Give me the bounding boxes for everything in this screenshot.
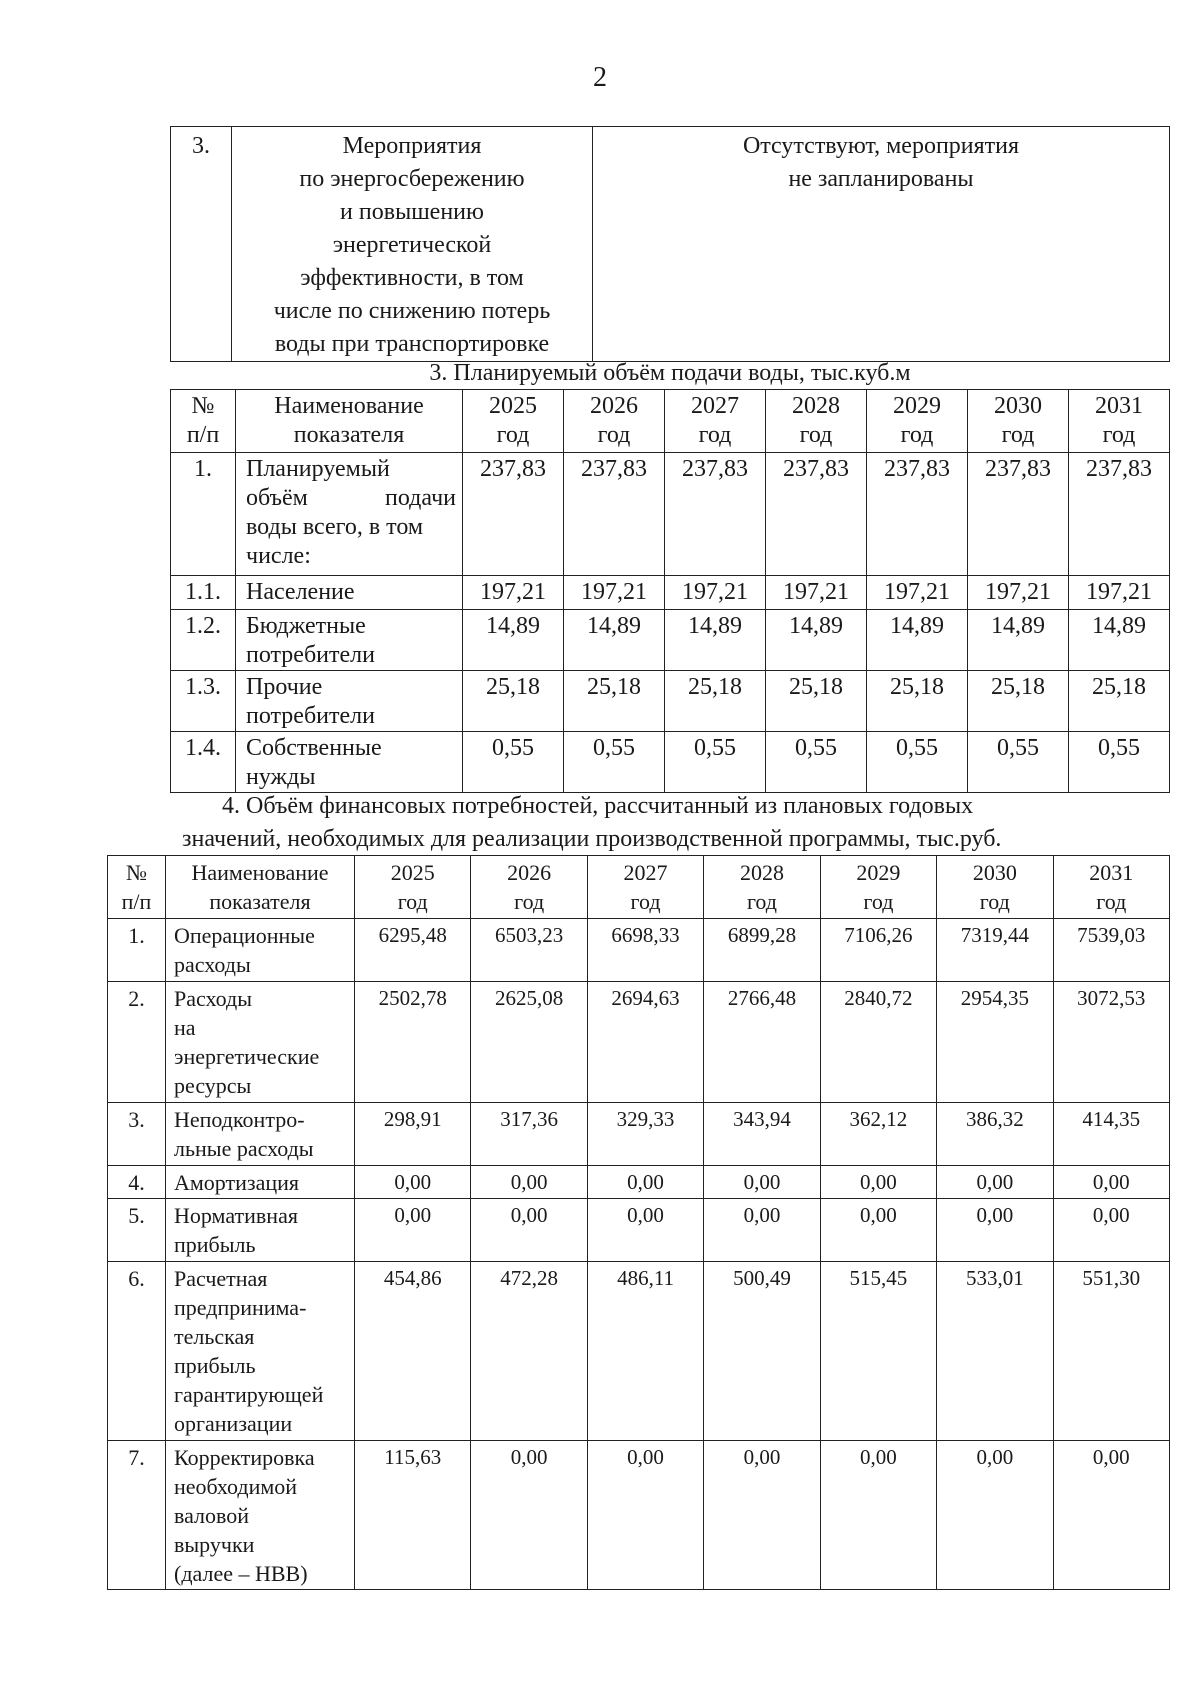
header-year-value: 2031 [1095, 393, 1143, 419]
row-name-line: валовой [174, 1503, 250, 1528]
row-value: 197,21 [766, 576, 867, 610]
row-name-line-justified [246, 484, 456, 513]
row-name-line: выручки [174, 1532, 255, 1557]
row-value: 0,00 [704, 1199, 820, 1262]
row-number: 1.4. [171, 732, 236, 793]
header-year [766, 390, 867, 453]
row-value: 197,21 [1069, 576, 1170, 610]
row-number: 7. [108, 1441, 166, 1590]
row-value: 14,89 [564, 610, 665, 671]
row-name-line: потребители [246, 642, 375, 668]
header-year-unit: год [1001, 422, 1035, 448]
row-value: 6899,28 [704, 919, 820, 982]
measures-value-line: не запланированы [788, 166, 974, 192]
row-value: 533,01 [937, 1262, 1053, 1441]
measures-name-line: Мероприятия [342, 133, 482, 159]
header-year-unit: год [597, 422, 631, 448]
row-value: 0,00 [587, 1441, 703, 1590]
header-year-unit: год [799, 422, 833, 448]
header-year [1053, 856, 1169, 919]
row-name [236, 576, 463, 610]
measures-row [171, 127, 1170, 362]
row-value: 14,89 [766, 610, 867, 671]
row-name [166, 1103, 355, 1166]
header-year-value: 2027 [623, 860, 668, 885]
table-row [171, 576, 1170, 610]
row-name-line: необходимой [174, 1474, 298, 1499]
row-value: 0,00 [937, 1199, 1053, 1262]
row-number: 1.1. [171, 576, 236, 610]
row-value: 7106,26 [820, 919, 936, 982]
measures-number: 3. [171, 127, 232, 362]
header-year-value: 2030 [994, 393, 1042, 419]
measures-name-line: числе по снижению потерь [273, 298, 551, 324]
row-value: 25,18 [766, 671, 867, 732]
row-name-line: Неподконтро- [174, 1107, 305, 1132]
row-value: 237,83 [665, 453, 766, 576]
row-value: 6295,48 [355, 919, 471, 982]
measures-value [593, 127, 1170, 362]
row-value: 0,55 [867, 732, 968, 793]
header-year-value: 2025 [489, 393, 537, 419]
row-value: 2694,63 [587, 982, 703, 1103]
header-year [1069, 390, 1170, 453]
row-value: 14,89 [867, 610, 968, 671]
row-value: 237,83 [766, 453, 867, 576]
header-year [704, 856, 820, 919]
row-number: 5. [108, 1199, 166, 1262]
row-value: 362,12 [820, 1103, 936, 1166]
row-name-line: Прочие [246, 674, 323, 700]
row-value: 197,21 [968, 576, 1069, 610]
row-value: 0,00 [820, 1441, 936, 1590]
header-year-value: 2029 [856, 860, 901, 885]
row-name-line: Население [246, 579, 355, 605]
row-value: 0,00 [820, 1199, 936, 1262]
header-year [867, 390, 968, 453]
measures-name-line: энергетической [332, 232, 492, 258]
header-year-unit: год [1102, 422, 1136, 448]
header-year [587, 856, 703, 919]
row-value: 298,91 [355, 1103, 471, 1166]
measures-table [170, 126, 1170, 362]
row-value: 197,21 [463, 576, 564, 610]
table-row [171, 453, 1170, 576]
row-name-line: Амортизация [174, 1170, 300, 1195]
row-value: 0,00 [820, 1166, 936, 1199]
row-name-line: Корректировка [174, 1445, 315, 1470]
row-name [236, 610, 463, 671]
row-value: 0,00 [355, 1166, 471, 1199]
row-value: 0,00 [704, 1441, 820, 1590]
row-value: 329,33 [587, 1103, 703, 1166]
row-value: 0,55 [1069, 732, 1170, 793]
row-name-line: воды всего, в том [246, 514, 424, 540]
row-value: 472,28 [471, 1262, 587, 1441]
table-header-row [171, 390, 1170, 453]
section-4-title [170, 790, 1170, 856]
table-row [171, 610, 1170, 671]
row-value: 6503,23 [471, 919, 587, 982]
row-name [166, 919, 355, 982]
water-supply-table [170, 389, 1170, 793]
row-value: 0,00 [355, 1199, 471, 1262]
header-name [236, 390, 463, 453]
measures-name-line: эффективности, в том [300, 265, 524, 291]
row-value: 0,55 [463, 732, 564, 793]
row-value: 237,83 [564, 453, 665, 576]
row-value: 2502,78 [355, 982, 471, 1103]
header-year-unit: год [746, 889, 777, 914]
table-row [108, 1441, 1170, 1590]
row-value: 2954,35 [937, 982, 1053, 1103]
row-name-word: подачи [385, 485, 456, 511]
measures-name-line: воды при транспортировке [274, 331, 550, 357]
row-name [166, 1166, 355, 1199]
header-num-line: № [191, 393, 215, 419]
row-value: 237,83 [867, 453, 968, 576]
financial-needs-table [107, 855, 1170, 1590]
row-value: 197,21 [665, 576, 766, 610]
row-value: 0,00 [1053, 1199, 1169, 1262]
header-year-value: 2028 [739, 860, 784, 885]
row-value: 0,00 [587, 1199, 703, 1262]
header-year-value: 2026 [507, 860, 552, 885]
row-name-line: энергетические [174, 1044, 320, 1069]
header-num-line: п/п [121, 889, 152, 914]
row-name-line: на [174, 1015, 196, 1040]
header-year-value: 2029 [893, 393, 941, 419]
header-year [471, 856, 587, 919]
header-num [171, 390, 236, 453]
header-year-unit: год [397, 889, 428, 914]
row-value: 14,89 [665, 610, 766, 671]
row-value: 0,00 [937, 1166, 1053, 1199]
row-value: 237,83 [1069, 453, 1170, 576]
row-value: 7539,03 [1053, 919, 1169, 982]
header-year-unit: год [863, 889, 894, 914]
table-row [108, 1199, 1170, 1262]
header-year-unit: год [514, 889, 545, 914]
row-number: 1.3. [171, 671, 236, 732]
row-name-word: объём [246, 485, 308, 511]
row-name-line: Планируемый [246, 456, 390, 482]
row-value: 237,83 [968, 453, 1069, 576]
header-year-unit: год [1096, 889, 1127, 914]
table-row [108, 982, 1170, 1103]
table-row [108, 919, 1170, 982]
header-num [108, 856, 166, 919]
row-name-line: нужды [246, 764, 316, 790]
row-value: 14,89 [463, 610, 564, 671]
row-name-line: Расчетная [174, 1266, 268, 1291]
header-year-value: 2030 [972, 860, 1017, 885]
row-value: 0,00 [704, 1166, 820, 1199]
row-number: 4. [108, 1166, 166, 1199]
header-year-value: 2025 [390, 860, 435, 885]
row-value: 454,86 [355, 1262, 471, 1441]
row-value: 2766,48 [704, 982, 820, 1103]
row-name [166, 1262, 355, 1441]
row-value: 14,89 [968, 610, 1069, 671]
table-row [108, 1166, 1170, 1199]
row-value: 0,00 [587, 1166, 703, 1199]
row-value: 25,18 [564, 671, 665, 732]
row-value: 6698,33 [587, 919, 703, 982]
row-number: 3. [108, 1103, 166, 1166]
row-name-line: расходы [174, 952, 251, 977]
row-name-line: числе: [246, 543, 311, 569]
table-row [171, 732, 1170, 793]
header-year-unit: год [979, 889, 1010, 914]
row-value: 25,18 [463, 671, 564, 732]
row-number: 2. [108, 982, 166, 1103]
row-value: 0,55 [564, 732, 665, 793]
row-value: 25,18 [665, 671, 766, 732]
table-header-row [108, 856, 1170, 919]
header-name [166, 856, 355, 919]
header-num-line: п/п [186, 422, 220, 448]
header-year [820, 856, 936, 919]
row-name-line: гарантирующей [174, 1382, 324, 1407]
row-name-line: Операционные [174, 923, 315, 948]
row-name [166, 1199, 355, 1262]
row-number: 1.2. [171, 610, 236, 671]
row-value: 197,21 [867, 576, 968, 610]
table-row [171, 671, 1170, 732]
header-year [355, 856, 471, 919]
table-row [108, 1103, 1170, 1166]
row-name [166, 1441, 355, 1590]
row-value: 500,49 [704, 1262, 820, 1441]
header-year-value: 2028 [792, 393, 840, 419]
row-name [236, 671, 463, 732]
row-value: 2625,08 [471, 982, 587, 1103]
row-number: 6. [108, 1262, 166, 1441]
row-number: 1. [108, 919, 166, 982]
row-value: 0,00 [471, 1441, 587, 1590]
header-year [665, 390, 766, 453]
section-3-title: 3. Планируемый объём подачи воды, тыс.куб.м [429, 360, 911, 386]
row-value: 14,89 [1069, 610, 1170, 671]
row-value: 0,00 [471, 1199, 587, 1262]
row-name [166, 982, 355, 1103]
header-year-value: 2031 [1089, 860, 1134, 885]
header-year [937, 856, 1053, 919]
header-year-unit: год [900, 422, 934, 448]
row-value: 0,55 [968, 732, 1069, 793]
row-value: 0,55 [766, 732, 867, 793]
row-value: 2840,72 [820, 982, 936, 1103]
row-name-line: Собственные [246, 735, 382, 761]
row-name-line: Нормативная [174, 1203, 298, 1228]
row-value: 7319,44 [937, 919, 1053, 982]
row-name-line: тельская [174, 1324, 255, 1349]
row-value: 386,32 [937, 1103, 1053, 1166]
header-year [463, 390, 564, 453]
header-num-line: № [126, 860, 147, 885]
row-name-line: организации [174, 1411, 293, 1436]
header-year-value: 2026 [590, 393, 638, 419]
row-value: 115,63 [355, 1441, 471, 1590]
measures-name-line: и повышению [340, 199, 484, 225]
row-name-line: потребители [246, 703, 375, 729]
row-value: 515,45 [820, 1262, 936, 1441]
row-name-line: льные расходы [174, 1136, 314, 1161]
row-name-line: Бюджетные [246, 613, 366, 639]
row-name [236, 453, 463, 576]
measures-value-line: Отсутствуют, мероприятия [742, 133, 1020, 159]
row-value: 25,18 [968, 671, 1069, 732]
measures-name-line: по энергосбережению [299, 166, 525, 192]
row-value: 0,00 [1053, 1166, 1169, 1199]
section-4-title-line: значений, необходимых для реализации производственной программы, тыс.руб. [182, 826, 1002, 852]
row-value: 0,00 [471, 1166, 587, 1199]
header-year-unit: год [496, 422, 530, 448]
row-value: 3072,53 [1053, 982, 1169, 1103]
row-value: 237,83 [463, 453, 564, 576]
table-row [108, 1262, 1170, 1441]
row-value: 25,18 [867, 671, 968, 732]
header-year [564, 390, 665, 453]
measures-name [232, 127, 593, 362]
header-name-line: Наименование [191, 860, 329, 885]
row-value: 0,55 [665, 732, 766, 793]
header-year [968, 390, 1069, 453]
header-name-line: Наименование [274, 393, 424, 419]
row-value: 0,00 [937, 1441, 1053, 1590]
row-value: 343,94 [704, 1103, 820, 1166]
row-value: 551,30 [1053, 1262, 1169, 1441]
row-name-line: предпринима- [174, 1295, 307, 1320]
header-name-line: показателя [293, 422, 405, 448]
row-number: 1. [171, 453, 236, 576]
row-name-line: прибыль [174, 1353, 256, 1378]
row-value: 0,00 [1053, 1441, 1169, 1590]
row-name-line: Расходы [174, 986, 252, 1011]
row-value: 317,36 [471, 1103, 587, 1166]
row-name-line: ресурсы [174, 1073, 252, 1098]
header-name-line: показателя [209, 889, 311, 914]
row-value: 25,18 [1069, 671, 1170, 732]
row-name [236, 732, 463, 793]
header-year-unit: год [698, 422, 732, 448]
page-number: 2 [593, 62, 607, 93]
header-year-unit: год [630, 889, 661, 914]
header-year-value: 2027 [691, 393, 739, 419]
row-name-line: (далее – НВВ) [174, 1561, 308, 1586]
row-value: 486,11 [587, 1262, 703, 1441]
row-value: 414,35 [1053, 1103, 1169, 1166]
row-value: 197,21 [564, 576, 665, 610]
row-name-line: прибыль [174, 1232, 256, 1257]
section-4-title-line: 4. Объём финансовых потребностей, рассчитанный из плановых годовых [222, 793, 974, 819]
